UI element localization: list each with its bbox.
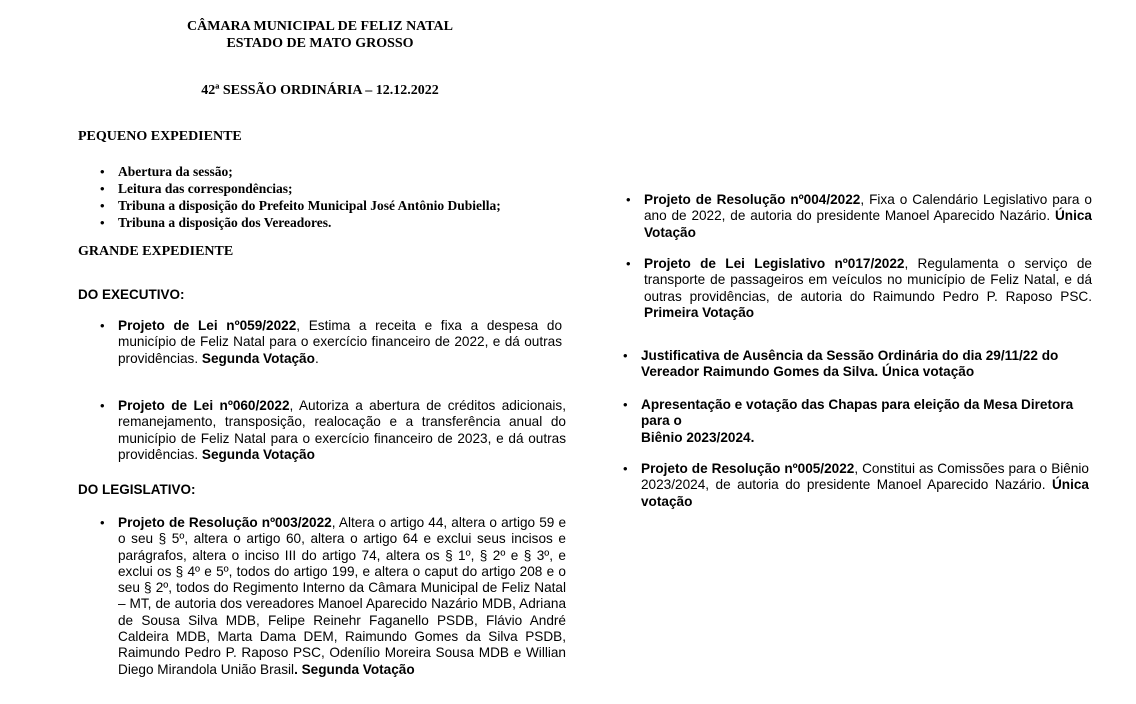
- project-name: Projeto de Resolução nº004/2022: [644, 192, 861, 207]
- vote-label: . Segunda Votação: [294, 661, 415, 677]
- list-item: [96, 398, 566, 463]
- project-description: , Altera o artigo 44, altera o artigo 59 e o seu § 5º, altera o artigo 60, altera o artigo 64 e exclui seus incisos e parágrafos, altera o inciso III do artigo 74, altera os § 1º, § 2º e § 3º, e exclui os § 4º e 5º, todos do artigo 199, e altera o caput do artigo 208 e o seu § 2º, todos do Regimento Interno da Câmara Municipal de Feliz Natal – MT, de autoria dos vereadores Manoel Aparecido Nazário MDB, Adriana de Sousa Silva MDB, Felipe Reinehr Faganello PSDB, Flávio André Caldeira MDB, Marta Dama DEM, Raimundo Gomes da Silva PSDB, Raimundo Pedro P. Raposo PSC, Odenílio Moreira Sousa MDB e Willian Diego Mirandola União Brasil: [118, 515, 567, 677]
- list-item: [619, 397, 1089, 446]
- project-description: , Regulamenta o serviço de transporte de passageiros em veículos no município de Feliz Natal, e dá outras providências, de autoria do Raimundo Pedro P. Raposo PSC.: [644, 256, 1092, 304]
- project-description: , Fixa o Calendário Legislativo para o ano de 2022, de autoria do presidente Manoel Aparecido Nazário.: [644, 192, 1092, 224]
- project-name: Projeto de Lei Legislativo nº017/2022: [644, 256, 905, 271]
- absence-justification: Justificativa de Ausência da Sessão Ordinária do dia 29/11/22 do Vereador Raimundo Gomes da Silva. Única votação: [641, 348, 1059, 380]
- pequeno-expediente-list: [96, 163, 556, 231]
- right-item: [619, 461, 1089, 510]
- board-election-line1: Apresentação e votação das Chapas para eleição da Mesa Diretora para o: [641, 397, 1074, 429]
- project-description: , Constitui as Comissões para o Biênio 2023/2024, de autoria do presidente Manoel Aparecido Nazário.: [641, 461, 1089, 493]
- project-description: , Estima a receita e fixa a despesa do município de Feliz Natal para o exercício financeiro de 2022, e dá outras providências.: [118, 318, 563, 366]
- grande-expediente-title: GRANDE EXPEDIENTE: [78, 244, 234, 259]
- list-item: • Abertura da sessão;: [96, 163, 556, 180]
- project-name: Projeto de Lei nº060/2022: [118, 398, 290, 413]
- project-description: , Autoriza a abertura de créditos adicionais, remanejamento, transposição, realocação e a transferência anual do município de Feliz Natal para o exercício financeiro de 2023, e dá outras providências.: [118, 398, 566, 462]
- right-item: [622, 192, 1092, 241]
- pequeno-expediente-title: PEQUENO EXPEDIENTE: [78, 129, 242, 144]
- session-title: 42ª SESSÃO ORDINÁRIA – 12.12.2022: [201, 83, 439, 98]
- list-item: [619, 348, 1079, 381]
- right-item: [619, 397, 1089, 446]
- right-item: [622, 256, 1092, 321]
- list-item: [619, 461, 1089, 510]
- chamber-name: CÂMARA MUNICIPAL DE FELIZ NATAL: [186, 19, 453, 34]
- vote-label: Segunda Votação: [201, 446, 315, 462]
- list-item: [96, 318, 562, 367]
- project-name: Projeto de Lei nº059/2022: [118, 318, 297, 333]
- list-item: [622, 192, 1092, 241]
- list-item: • Tribuna a disposição dos Vereadores.: [96, 214, 556, 231]
- list-item: • Tribuna a disposição do Prefeito Municipal José Antônio Dubiella;: [96, 197, 556, 214]
- project-name: Projeto de Resolução nº003/2022: [118, 515, 332, 530]
- vote-label: Primeira Votação: [644, 304, 755, 320]
- state-name: ESTADO DE MATO GROSSO: [226, 36, 414, 51]
- executivo-item: [96, 318, 562, 367]
- vote-label: Única votação: [641, 477, 1089, 509]
- punctuation: .: [314, 350, 319, 366]
- do-legislativo-title: DO LEGISLATIVO:: [78, 482, 196, 497]
- list-item: [622, 256, 1092, 321]
- vote-label: Única Votação: [644, 208, 1092, 240]
- executivo-item: [96, 398, 566, 463]
- list-item: [96, 515, 566, 678]
- legislativo-item: [96, 515, 566, 678]
- chamber-title: [140, 18, 500, 52]
- do-executivo-title: DO EXECUTIVO:: [78, 287, 185, 302]
- board-election-line2: Biênio 2023/2024.: [641, 429, 755, 445]
- list-item: • Leitura das correspondências;: [96, 180, 556, 197]
- right-item: [619, 348, 1079, 381]
- project-name: Projeto de Resolução nº005/2022: [641, 461, 855, 476]
- vote-label: Segunda Votação: [201, 350, 315, 366]
